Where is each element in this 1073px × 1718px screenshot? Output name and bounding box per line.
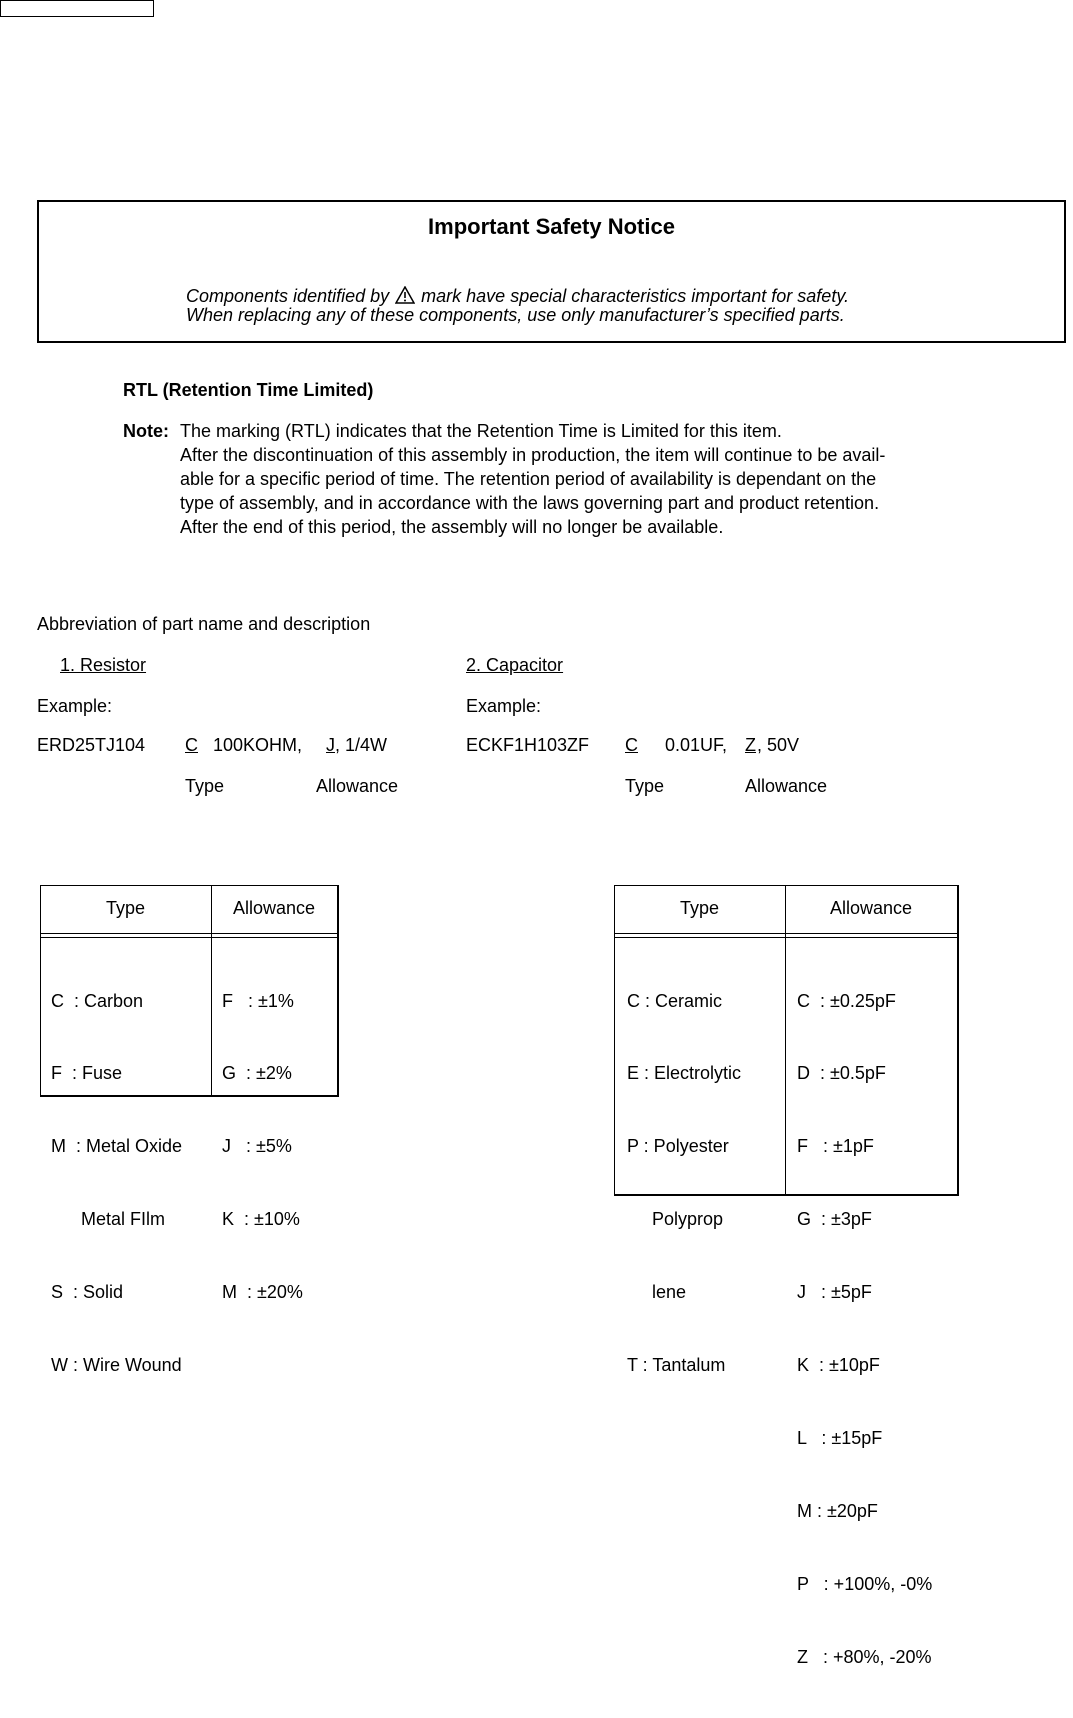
rtl-line-4: type of assembly, and in accordance with the laws governing part and product retention. (180, 493, 880, 513)
list-item: C : ±0.25pF (797, 990, 896, 1011)
list-item: M : ±20pF (797, 1500, 878, 1521)
list-item: K : ±10pF (797, 1355, 880, 1376)
capacitor-allow-caption: Allowance (745, 776, 828, 796)
resistor-part-number: ERD25TJ104 (37, 735, 146, 755)
abbrev-heading: Abbreviation of part name and description (37, 614, 371, 634)
capacitor-title: 2. Capacitor (466, 655, 564, 675)
resistor-title: 1. Resistor (60, 655, 147, 675)
capacitor-example-label: Example: (466, 696, 542, 716)
list-item: S : Solid (51, 1282, 124, 1303)
resistor-type-caption: Type (185, 776, 225, 796)
resistor-type-code: C (185, 735, 198, 755)
capacitor-table-header-allowance: Allowance (829, 898, 913, 918)
capacitor-allow-code: Z (745, 735, 756, 755)
notice-title: Important Safety Notice (428, 214, 675, 239)
capacitor-type-list (627, 940, 741, 1426)
list-item: M : Metal Oxide (51, 1136, 183, 1157)
list-item: F : ±1pF (797, 1136, 874, 1157)
list-item: F : ±1% (222, 990, 294, 1011)
resistor-allow-caption: Allowance (316, 776, 399, 796)
capacitor-table (614, 885, 959, 1667)
capacitor-allowance-list (797, 940, 932, 1718)
list-item: P : +100%, -0% (797, 1573, 933, 1594)
resistor-table-header-type: Type (105, 898, 146, 918)
list-item: K : ±10% (222, 1209, 300, 1230)
resistor-rating: , 1/4W (335, 735, 388, 755)
resistor-example-label: Example: (37, 696, 113, 716)
header-box (0, 0, 154, 17)
capacitor-type-caption: Type (625, 776, 665, 796)
list-item: D : ±0.5pF (797, 1063, 886, 1084)
list-item: W : Wire Wound (51, 1355, 182, 1376)
list-item: T : Tantalum (627, 1355, 726, 1376)
resistor-table-header-allowance: Allowance (232, 898, 316, 918)
list-item: G : ±3pF (797, 1209, 872, 1230)
list-item: C : Ceramic (627, 990, 723, 1011)
rtl-line-5: After the end of this period, the assembly will no longer be available. (180, 517, 724, 537)
resistor-type-list (51, 940, 182, 1426)
rtl-note-label: Note: (123, 421, 169, 441)
resistor-allowance-list (222, 940, 303, 1353)
capacitor-table-header-type: Type (679, 898, 720, 918)
list-item: F : Fuse (51, 1063, 123, 1084)
rtl-line-1: The marking (RTL) indicates that the Retention Time is Limited for this item. (180, 421, 782, 441)
notice-line-1-end: mark have special characteristics important for safety. (421, 286, 849, 306)
list-item: Metal FIlm (51, 1209, 166, 1230)
list-item: Polyprop (627, 1209, 724, 1230)
list-item: E : Electrolytic (627, 1063, 742, 1084)
capacitor-value: 0.01UF, (665, 735, 728, 755)
rtl-line-3: able for a specific period of time. The retention period of availability is dependant on the (180, 469, 877, 489)
resistor-table (40, 885, 339, 1376)
safety-notice-box (37, 200, 1066, 343)
list-item: J : ±5% (222, 1136, 292, 1157)
list-item: C : Carbon (51, 990, 144, 1011)
list-item: lene (627, 1282, 687, 1303)
list-item: P : Polyester (627, 1136, 729, 1157)
resistor-allow-code: J (326, 735, 335, 755)
capacitor-part-number: ECKF1H103ZF (466, 735, 590, 755)
rtl-line-2: After the discontinuation of this assembly in production, the item will continue to be avail- (180, 445, 886, 465)
list-item: G : ±2% (222, 1063, 292, 1084)
rtl-heading: RTL (Retention Time Limited) (123, 380, 374, 400)
capacitor-rating: , 50V (757, 735, 800, 755)
capacitor-type-code: C (625, 735, 638, 755)
notice-line-2: When replacing any of these components, use only manufacturer’s specified parts. (186, 305, 845, 325)
list-item: M : ±20% (222, 1282, 303, 1303)
list-item: Z : +80%, -20% (797, 1646, 932, 1667)
resistor-value: 100KOHM, (213, 735, 303, 755)
list-item: J : ±5pF (797, 1282, 872, 1303)
notice-line-1-start: Components identified by (186, 286, 390, 306)
list-item: L : ±15pF (797, 1427, 883, 1448)
